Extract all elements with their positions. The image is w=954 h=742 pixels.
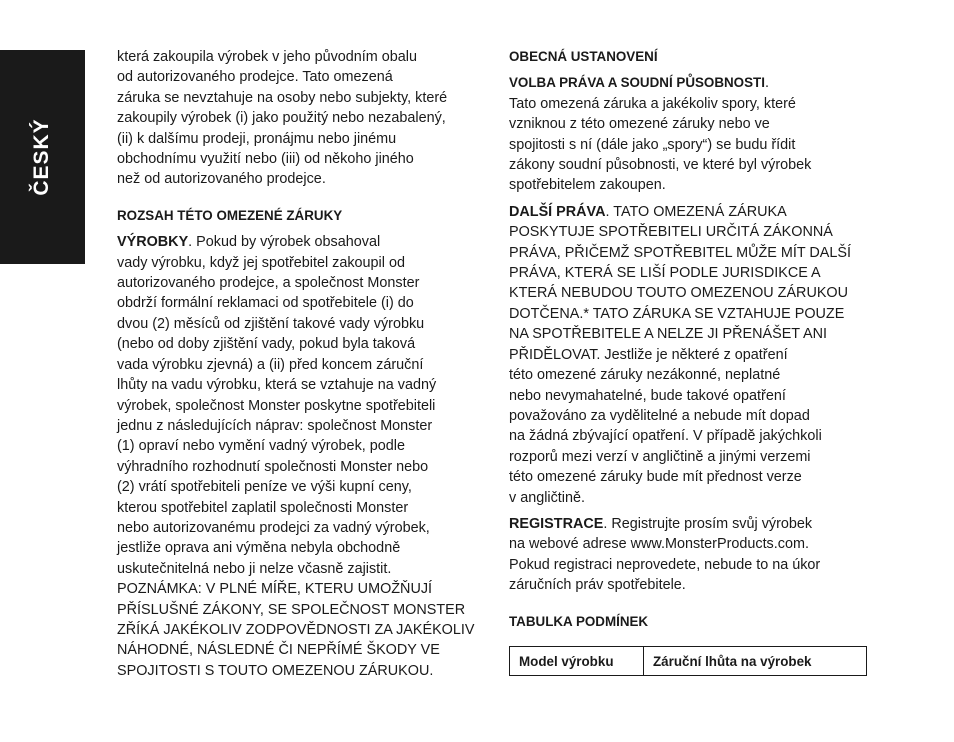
text-line: NÁHODNÉ, NÁSLEDNÉ ČI NEPŘÍMÉ ŠKODY VE bbox=[117, 642, 440, 659]
text-line: PRÁVA, PŘIČEMŽ SPOTŘEBITEL MŮŽE MÍT DALŠÍ bbox=[509, 244, 851, 261]
text-line bbox=[509, 514, 909, 534]
text-line: zákony soudní působnosti, ve které byl výrobek bbox=[509, 157, 812, 174]
choice-of-law-rest: . bbox=[764, 75, 769, 92]
text-line: nebo nevymahatelné, bude takové opatření bbox=[509, 387, 786, 404]
text-line: (nebo od doby zjištění vady, pokud byla taková bbox=[117, 336, 416, 353]
right-column bbox=[509, 47, 909, 632]
text-line: rozporů mezi verzí v angličtině a jinými verzemi bbox=[509, 448, 811, 465]
text-line: jednu z následujících náprav: společnost Monster bbox=[117, 417, 433, 434]
text-line: která zakoupila výrobek v jeho původním obalu bbox=[117, 49, 417, 65]
text-line: považováno za vydělitelné a nebude mít dopad bbox=[509, 407, 810, 424]
choice-of-law-paragraph bbox=[509, 73, 909, 195]
table-header-warranty-period: Záruční lhůta na výrobek bbox=[653, 653, 812, 669]
text-line: v angličtině. bbox=[509, 489, 585, 506]
table-header-model: Model výrobku bbox=[510, 647, 644, 675]
text-line: vady výrobku, když jej spotřebitel zakoupil od bbox=[117, 254, 405, 271]
text-line: vada výrobku zjevná) a (ii) před koncem záruční bbox=[117, 356, 424, 373]
text-line: POZNÁMKA: V PLNÉ MÍŘE, KTERU UMOŽŇUJÍ bbox=[117, 581, 433, 598]
text-line: na žádná zbývající opatření. V případě jakýchkoli bbox=[509, 428, 822, 445]
text-line: výhradního rozhodnutí společnosti Monster nebo bbox=[117, 458, 429, 475]
intro-paragraph bbox=[117, 47, 497, 190]
text-line: Tato omezená záruka a jakékoliv spory, které bbox=[509, 95, 796, 112]
text-line: PŘÍSLUŠNÉ ZÁKONY, SE SPOLEČNOST MONSTER bbox=[117, 601, 466, 618]
products-paragraph bbox=[117, 232, 497, 681]
text-line: NA SPOTŘEBITELE A NELZE JI PŘENÁŠET ANI bbox=[509, 326, 828, 343]
text-line: této omezené záruky nezákonné, neplatné bbox=[509, 367, 781, 384]
text-line: záruka se nevztahuje na osoby nebo subjekty, které bbox=[117, 89, 448, 106]
text-line: POSKYTUJE SPOTŘEBITELI URČITÁ ZÁKONNÁ bbox=[509, 224, 833, 241]
scope-heading: ROZSAH TÉTO OMEZENÉ ZÁRUKY bbox=[117, 207, 343, 223]
text-line: od autorizovaného prodejce. Tato omezená bbox=[117, 69, 393, 86]
text-line bbox=[117, 232, 497, 252]
language-tab-label: ČESKÝ bbox=[30, 118, 53, 196]
text-line: záručních práv spotřebitele. bbox=[509, 577, 686, 594]
registration-first-rest: . Registrujte prosím svůj výrobek bbox=[603, 515, 813, 532]
text-line: obchodnímu využití nebo (iii) od někoho jiného bbox=[117, 151, 414, 168]
text-line: spojitosti s ní (dále jako „spory“) se budu řídit bbox=[509, 136, 796, 153]
choice-of-law-label: VOLBA PRÁVA A SOUDNÍ PŮSOBNOSTI bbox=[509, 75, 765, 91]
text-line: kterou spotřebitel zaplatil společnosti Monster bbox=[117, 499, 409, 516]
text-line bbox=[509, 202, 909, 222]
text-line: spotřebitelem zakoupen. bbox=[509, 177, 666, 194]
text-line: výrobek, společnost Monster poskytne spotřebiteli bbox=[117, 397, 436, 414]
text-line: DOTČENA.* TATO ZÁRUKA SE VZTAHUJE POUZE bbox=[509, 305, 845, 322]
text-line: PŘIDĚLOVAT. Jestliže je některé z opatření bbox=[509, 346, 788, 363]
left-column bbox=[117, 47, 497, 681]
text-line: autorizovaného prodejce, a společnost Monster bbox=[117, 275, 420, 292]
text-line: PRÁVA, KTERÁ SE LIŠÍ PODLE JURISDIKCE A bbox=[509, 265, 821, 282]
registration-paragraph bbox=[509, 514, 909, 596]
conditions-table bbox=[509, 646, 867, 676]
text-line bbox=[509, 73, 909, 93]
text-line: na webové adrese www.MonsterProducts.com. bbox=[509, 536, 809, 553]
other-rights-label: DALŠÍ PRÁVA bbox=[509, 203, 606, 220]
text-line: než od autorizovaného prodejce. bbox=[117, 171, 326, 188]
text-line: vzniknou z této omezené záruky nebo ve bbox=[509, 116, 770, 133]
text-line: uskutečnitelná nebo ji nelze včasně zajistit. bbox=[117, 560, 392, 577]
text-line: lhůty na vadu výrobku, která se vztahuje na vadný bbox=[117, 377, 437, 394]
text-line: (2) vrátí spotřebiteli peníze ve výši kupní ceny, bbox=[117, 479, 412, 496]
text-line: obdrží formální reklamaci od spotřebitele (i) do bbox=[117, 295, 414, 312]
text-line: SPOJITOSTI S TOUTO OMEZENOU ZÁRUKOU. bbox=[117, 662, 434, 679]
text-line: Pokud registraci neprovedete, nebude to na úkor bbox=[509, 556, 821, 573]
text-line: dvou (2) měsíců od zjištění takové vady výrobku bbox=[117, 315, 425, 332]
text-line: KTERÁ NEBUDOU TOUTO OMEZENOU ZÁRUKOU bbox=[509, 285, 849, 302]
products-label: VÝROBKY bbox=[117, 234, 189, 251]
products-first-rest: . Pokud by výrobek obsahoval bbox=[188, 234, 381, 251]
other-rights-first-rest: . TATO OMEZENÁ ZÁRUKA bbox=[605, 203, 787, 220]
text-line: jestliže oprava ani výměna nebyla obchodně bbox=[117, 540, 401, 557]
registration-label: REGISTRACE bbox=[509, 515, 604, 532]
text-line: této omezené záruky bude mít přednost verze bbox=[509, 469, 802, 486]
text-line: (1) opraví nebo vymění vadný výrobek, podle bbox=[117, 438, 405, 455]
general-heading: OBECNÁ USTANOVENÍ bbox=[509, 49, 658, 64]
text-line: zakoupily výrobek (i) jako použitý nebo nezabalený, bbox=[117, 110, 446, 127]
text-line: (ii) k dalšímu prodeji, pronájmu nebo jinému bbox=[117, 130, 397, 147]
text-line: nebo autorizovanému prodejci za vadný výrobek, bbox=[117, 519, 430, 536]
other-rights-paragraph bbox=[509, 202, 909, 508]
conditions-table-heading: TABULKA PODMÍNEK bbox=[509, 613, 649, 629]
text-line: ZŘÍKÁ JAKÉKOLIV ZODPOVĚDNOSTI ZA JAKÉKOLIV bbox=[117, 621, 475, 638]
